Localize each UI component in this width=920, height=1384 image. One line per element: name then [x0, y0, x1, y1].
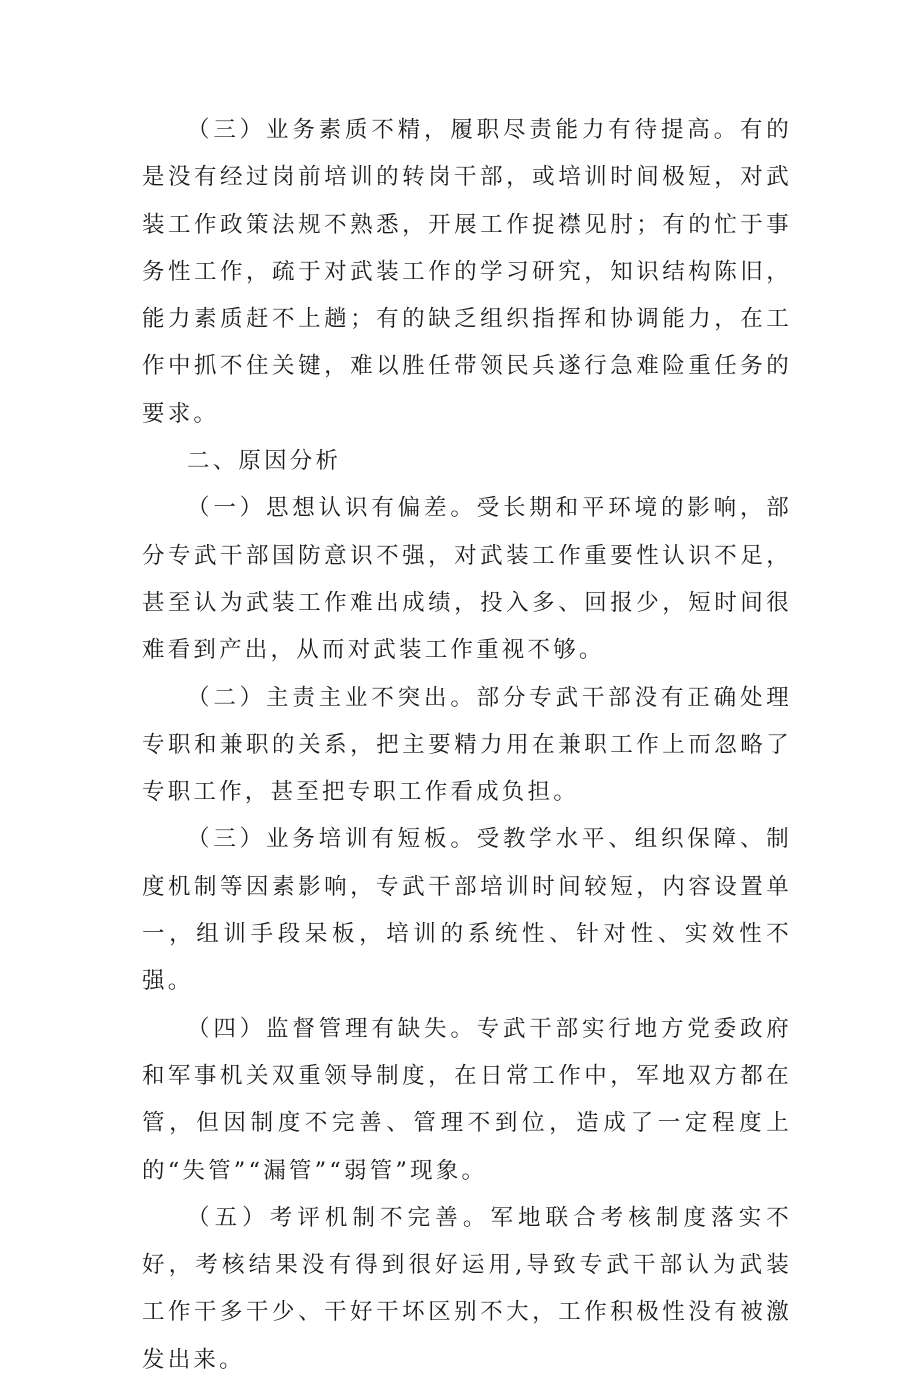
section-heading-cause-analysis: 二、原因分析: [187, 448, 342, 475]
paragraph-supervision-management: （四）监督管理有缺失。专武干部实行地方党委政府和军事机关双重领导制度，在日常工作中，军地双方都在管，但因制度不完善、管理不到位，造成了一定程度上的“失管”“漏管”“弱管”现象。: [142, 1015, 792, 1184]
paragraph-business-training: （三）业务培训有短板。受教学水平、组织保障、制度机制等因素影响，专武干部培训时间较短，内容设置单一，组训手段呆板，培训的系统性、针对性、实效性不强。: [142, 826, 792, 995]
paragraph-business-quality: （三）业务素质不精，履职尽责能力有待提高。有的是没有经过岗前培训的转岗干部，或培训时间极短，对武装工作政策法规不熟悉，开展工作捉襟见肘；有的忙于事务性工作，疏于对武装工作的学习研究，知识结构陈旧，能力素质赶不上趟；有的缺乏组织指挥和协调能力，在工作中抓不住关键，难以胜任带领民兵遂行急难险重任务的要求。: [142, 117, 792, 427]
paragraph-evaluation-mechanism: （五）考评机制不完善。军地联合考核制度落实不好，考核结果没有得到很好运用,导致专武干部认为武装工作干多干少、干好干坏区别不大，工作积极性没有被激发出来。: [142, 1204, 792, 1373]
paragraph-ideological-awareness: （一）思想认识有偏差。受长期和平环境的影响，部分专武干部国防意识不强，对武装工作重要性认识不足，甚至认为武装工作难出成绩，投入多、回报少，短时间很难看到产出，从而对武装工作重视不够。: [142, 495, 792, 664]
document-page: [142, 107, 792, 1384]
paragraph-main-responsibility: （二）主责主业不突出。部分专武干部没有正确处理专职和兼职的关系，把主要精力用在兼职工作上而忽略了专职工作，甚至把专职工作看成负担。: [142, 684, 792, 806]
